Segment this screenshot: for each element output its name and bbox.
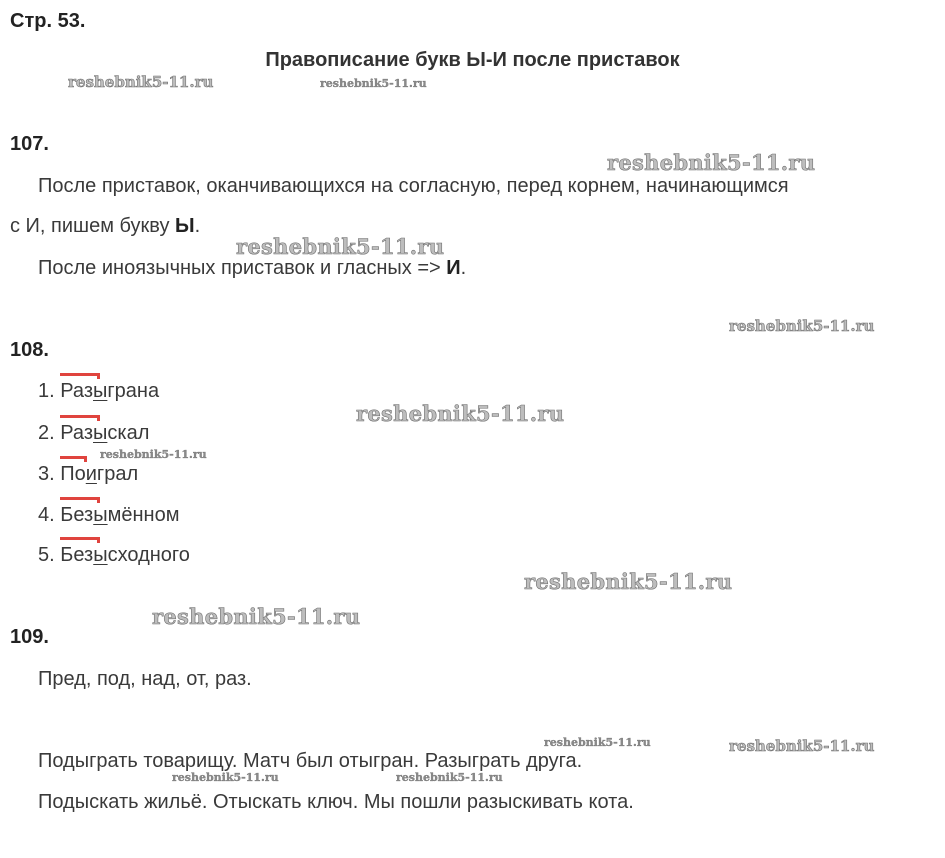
exercise-107-line-1: После приставок, оканчивающихся на согласную, перед корнем, начинающимся <box>38 175 789 197</box>
exercise-109-number: 109. <box>10 626 49 648</box>
watermark: reshebnik5-11.ru <box>68 73 214 91</box>
list-item: 5. Безысходного <box>38 544 190 567</box>
prefix-mark <box>60 415 100 421</box>
topic-title: Правописание букв Ы-И после приставок <box>265 49 680 71</box>
watermark: reshebnik5-11.ru <box>544 736 651 749</box>
watermark: reshebnik5-11.ru <box>396 771 503 784</box>
watermark: reshebnik5-11.ru <box>172 771 279 784</box>
exercise-107-number: 107. <box>10 133 49 155</box>
exercise-109-line-3: Подыскать жильё. Отыскать ключ. Мы пошли разыскивать кота. <box>38 791 634 813</box>
list-item: 3. Поиграл <box>38 463 138 486</box>
exercise-107-line-3: После иноязычных приставок и гласных => И. <box>38 257 467 279</box>
letter-y-bold: Ы <box>175 215 195 237</box>
page-reference: Стр. 53. <box>10 10 86 32</box>
list-item: 2. Разыскал <box>38 422 149 445</box>
watermark: reshebnik5-11.ru <box>320 77 427 90</box>
watermark: reshebnik5-11.ru <box>100 448 207 461</box>
watermark: reshebnik5-11.ru <box>729 737 875 755</box>
watermark: reshebnik5-11.ru <box>524 569 733 594</box>
watermark: reshebnik5-11.ru <box>356 401 565 426</box>
letter-i-bold: И <box>446 257 461 279</box>
list-item: 4. Безымённом <box>38 504 179 527</box>
watermark: reshebnik5-11.ru <box>607 150 816 175</box>
exercise-109-line-1: Пред, под, над, от, раз. <box>38 668 252 690</box>
exercise-108-number: 108. <box>10 339 49 361</box>
exercise-107-line-2: с И, пишем букву Ы. <box>10 215 201 237</box>
watermark: reshebnik5-11.ru <box>236 234 445 259</box>
list-item: 1. Разыграна <box>38 380 159 403</box>
exercise-109-line-2: Подыграть товарищу. Матч был отыгран. Разыграть друга. <box>38 750 583 772</box>
prefix-mark <box>60 456 87 462</box>
prefix-mark <box>60 373 100 379</box>
prefix-mark <box>60 497 100 503</box>
watermark: reshebnik5-11.ru <box>729 317 875 335</box>
watermark: reshebnik5-11.ru <box>152 604 361 629</box>
prefix-mark <box>60 537 100 543</box>
